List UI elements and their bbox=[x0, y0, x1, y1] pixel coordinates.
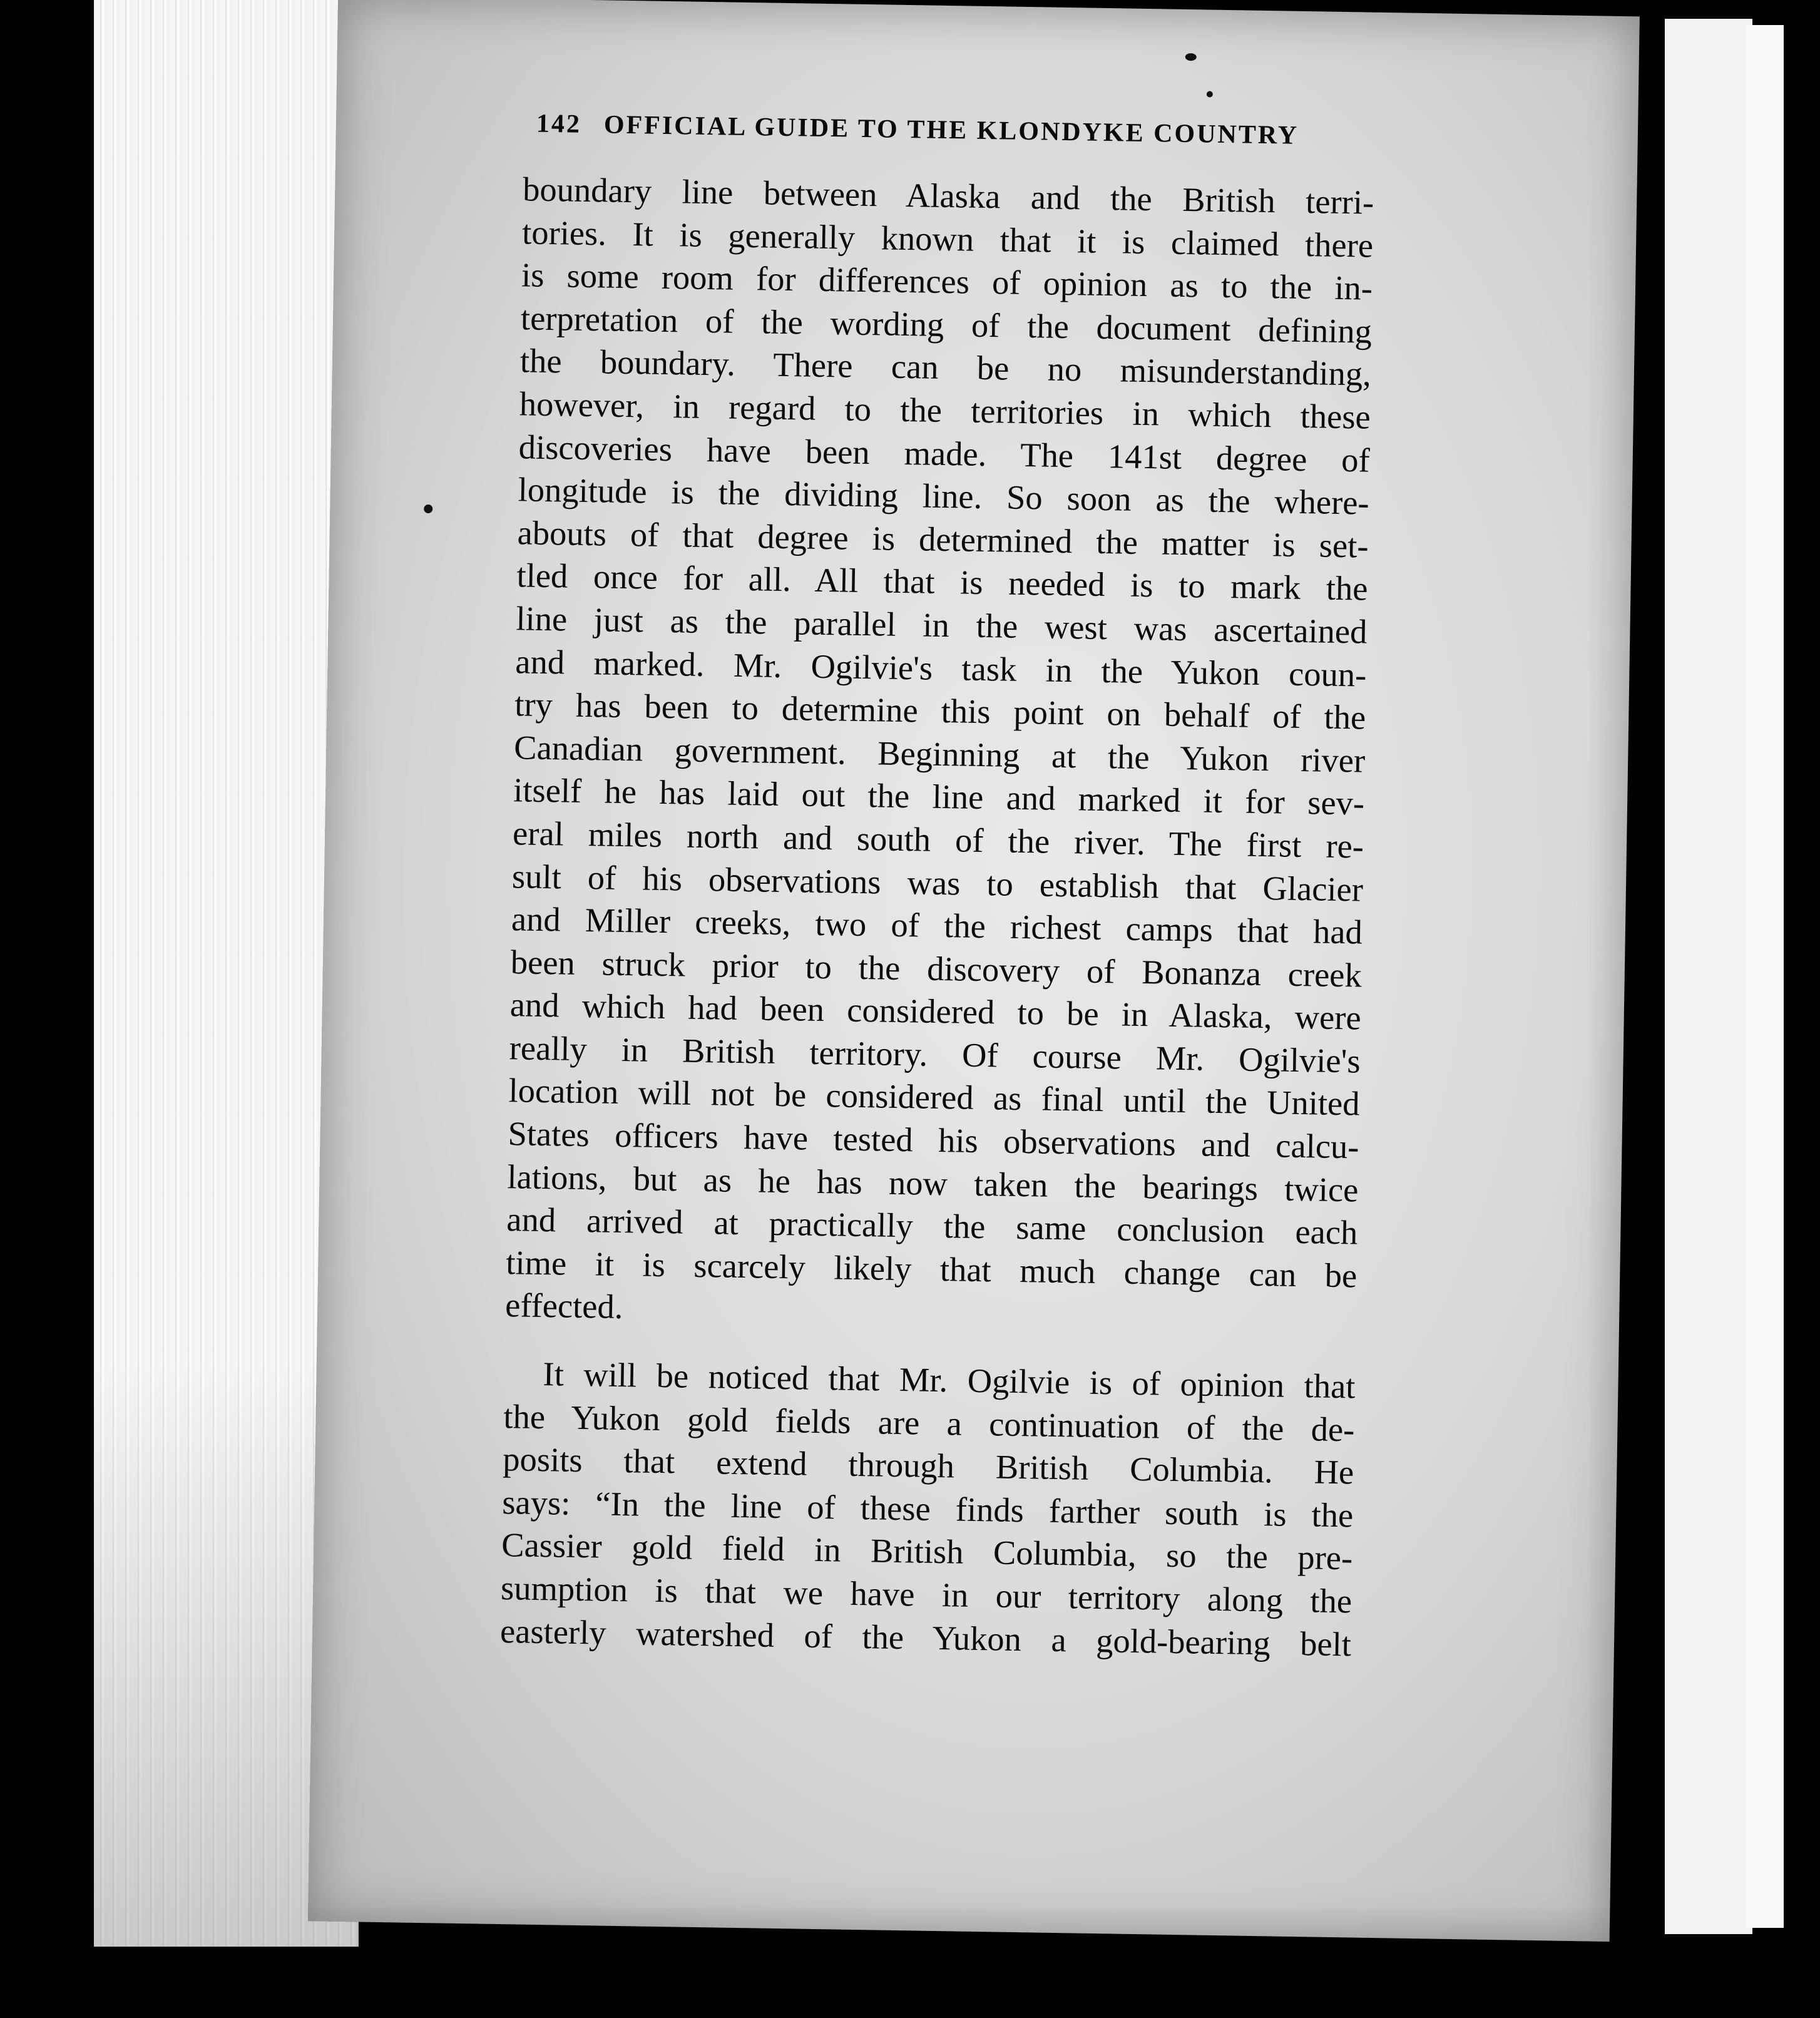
ink-speck bbox=[1185, 53, 1197, 61]
paragraph-1 bbox=[505, 168, 1374, 1340]
text-line: and Miller creeks, two of the richest camps that had bbox=[511, 899, 1363, 951]
text-line: itself he has laid out the line and marked it for sev- bbox=[513, 771, 1365, 822]
text-line: sumption is that we have in our territory along the bbox=[500, 1569, 1352, 1621]
text-line: easterly watershed of the Yukon a gold-bearing belt bbox=[499, 1611, 1352, 1664]
facing-page-margin bbox=[1746, 25, 1784, 1928]
running-header bbox=[536, 109, 1376, 152]
text-line: posits that extend through British Columbia. He bbox=[502, 1440, 1354, 1492]
text-line: and marked. Mr. Ogilvie's task in the Yukon coun- bbox=[514, 642, 1367, 694]
page-body bbox=[500, 168, 1374, 1666]
text-line: lations, but as he has now taken the bearings twice bbox=[507, 1157, 1359, 1209]
ink-speck bbox=[424, 505, 432, 513]
ink-speck bbox=[1207, 91, 1213, 97]
text-line: discoveries have been made. The 141st degree of bbox=[518, 427, 1371, 479]
book-page bbox=[308, 0, 1640, 1942]
text-line: however, in regard to the territories in which these bbox=[519, 384, 1371, 436]
text-line: been struck prior to the discovery of Bonanza creek bbox=[510, 942, 1362, 995]
facing-page-edge bbox=[1665, 19, 1752, 1934]
paragraph-2 bbox=[500, 1352, 1356, 1666]
text-line: terpretation of the wording of the document defining bbox=[520, 299, 1373, 351]
text-line: boundary line between Alaska and the British terri- bbox=[522, 170, 1374, 222]
text-line: longitude is the dividing line. So soon as the where- bbox=[518, 470, 1370, 522]
text-line: really in British territory. Of course Mr. Ogilvie's bbox=[509, 1028, 1361, 1080]
text-line: sult of his observations was to establish that Glacier bbox=[511, 856, 1364, 909]
text-line: Canadian government. Beginning at the Yukon river bbox=[513, 727, 1366, 780]
text-line: eral miles north and south of the river. The first re- bbox=[512, 814, 1364, 866]
text-line: tled once for all. All that is needed is to mark the bbox=[516, 556, 1368, 608]
text-line: says: “In the line of these finds farther south is the bbox=[501, 1482, 1354, 1535]
text-line: and arrived at practically the same conclusion each bbox=[506, 1200, 1358, 1252]
text-line: the Yukon gold fields are a continuation of the de- bbox=[503, 1396, 1355, 1449]
text-line: try has been to determine this point on behalf of the bbox=[514, 685, 1366, 737]
running-title: OFFICIAL GUIDE TO THE KLONDYKE COUNTRY bbox=[603, 110, 1299, 150]
text-line: States officers have tested his observations and calcu- bbox=[508, 1114, 1359, 1166]
text-line: is some room for differences of opinion as to the in- bbox=[521, 255, 1373, 307]
text-line: effected. bbox=[504, 1286, 623, 1326]
text-line: and which had been considered to be in Alaska, were bbox=[509, 985, 1362, 1037]
text-line: line just as the parallel in the west was ascertained bbox=[516, 599, 1368, 651]
text-line: tories. It is generally known that it is claimed there bbox=[521, 212, 1374, 265]
text-line: Cassier gold field in British Columbia, so the pre- bbox=[501, 1525, 1353, 1577]
text-line: the boundary. There can be no misunderstanding, bbox=[519, 341, 1372, 394]
text-line: time it is scarcely likely that much change can be bbox=[505, 1242, 1357, 1295]
text-line: It will be noticed that Mr. Ogilvie is of opinion that bbox=[543, 1355, 1356, 1406]
text-line: location will not be considered as final until the United bbox=[508, 1071, 1361, 1123]
text-line: abouts of that degree is determined the matter is set- bbox=[517, 513, 1369, 565]
page-number: 142 bbox=[536, 109, 582, 139]
